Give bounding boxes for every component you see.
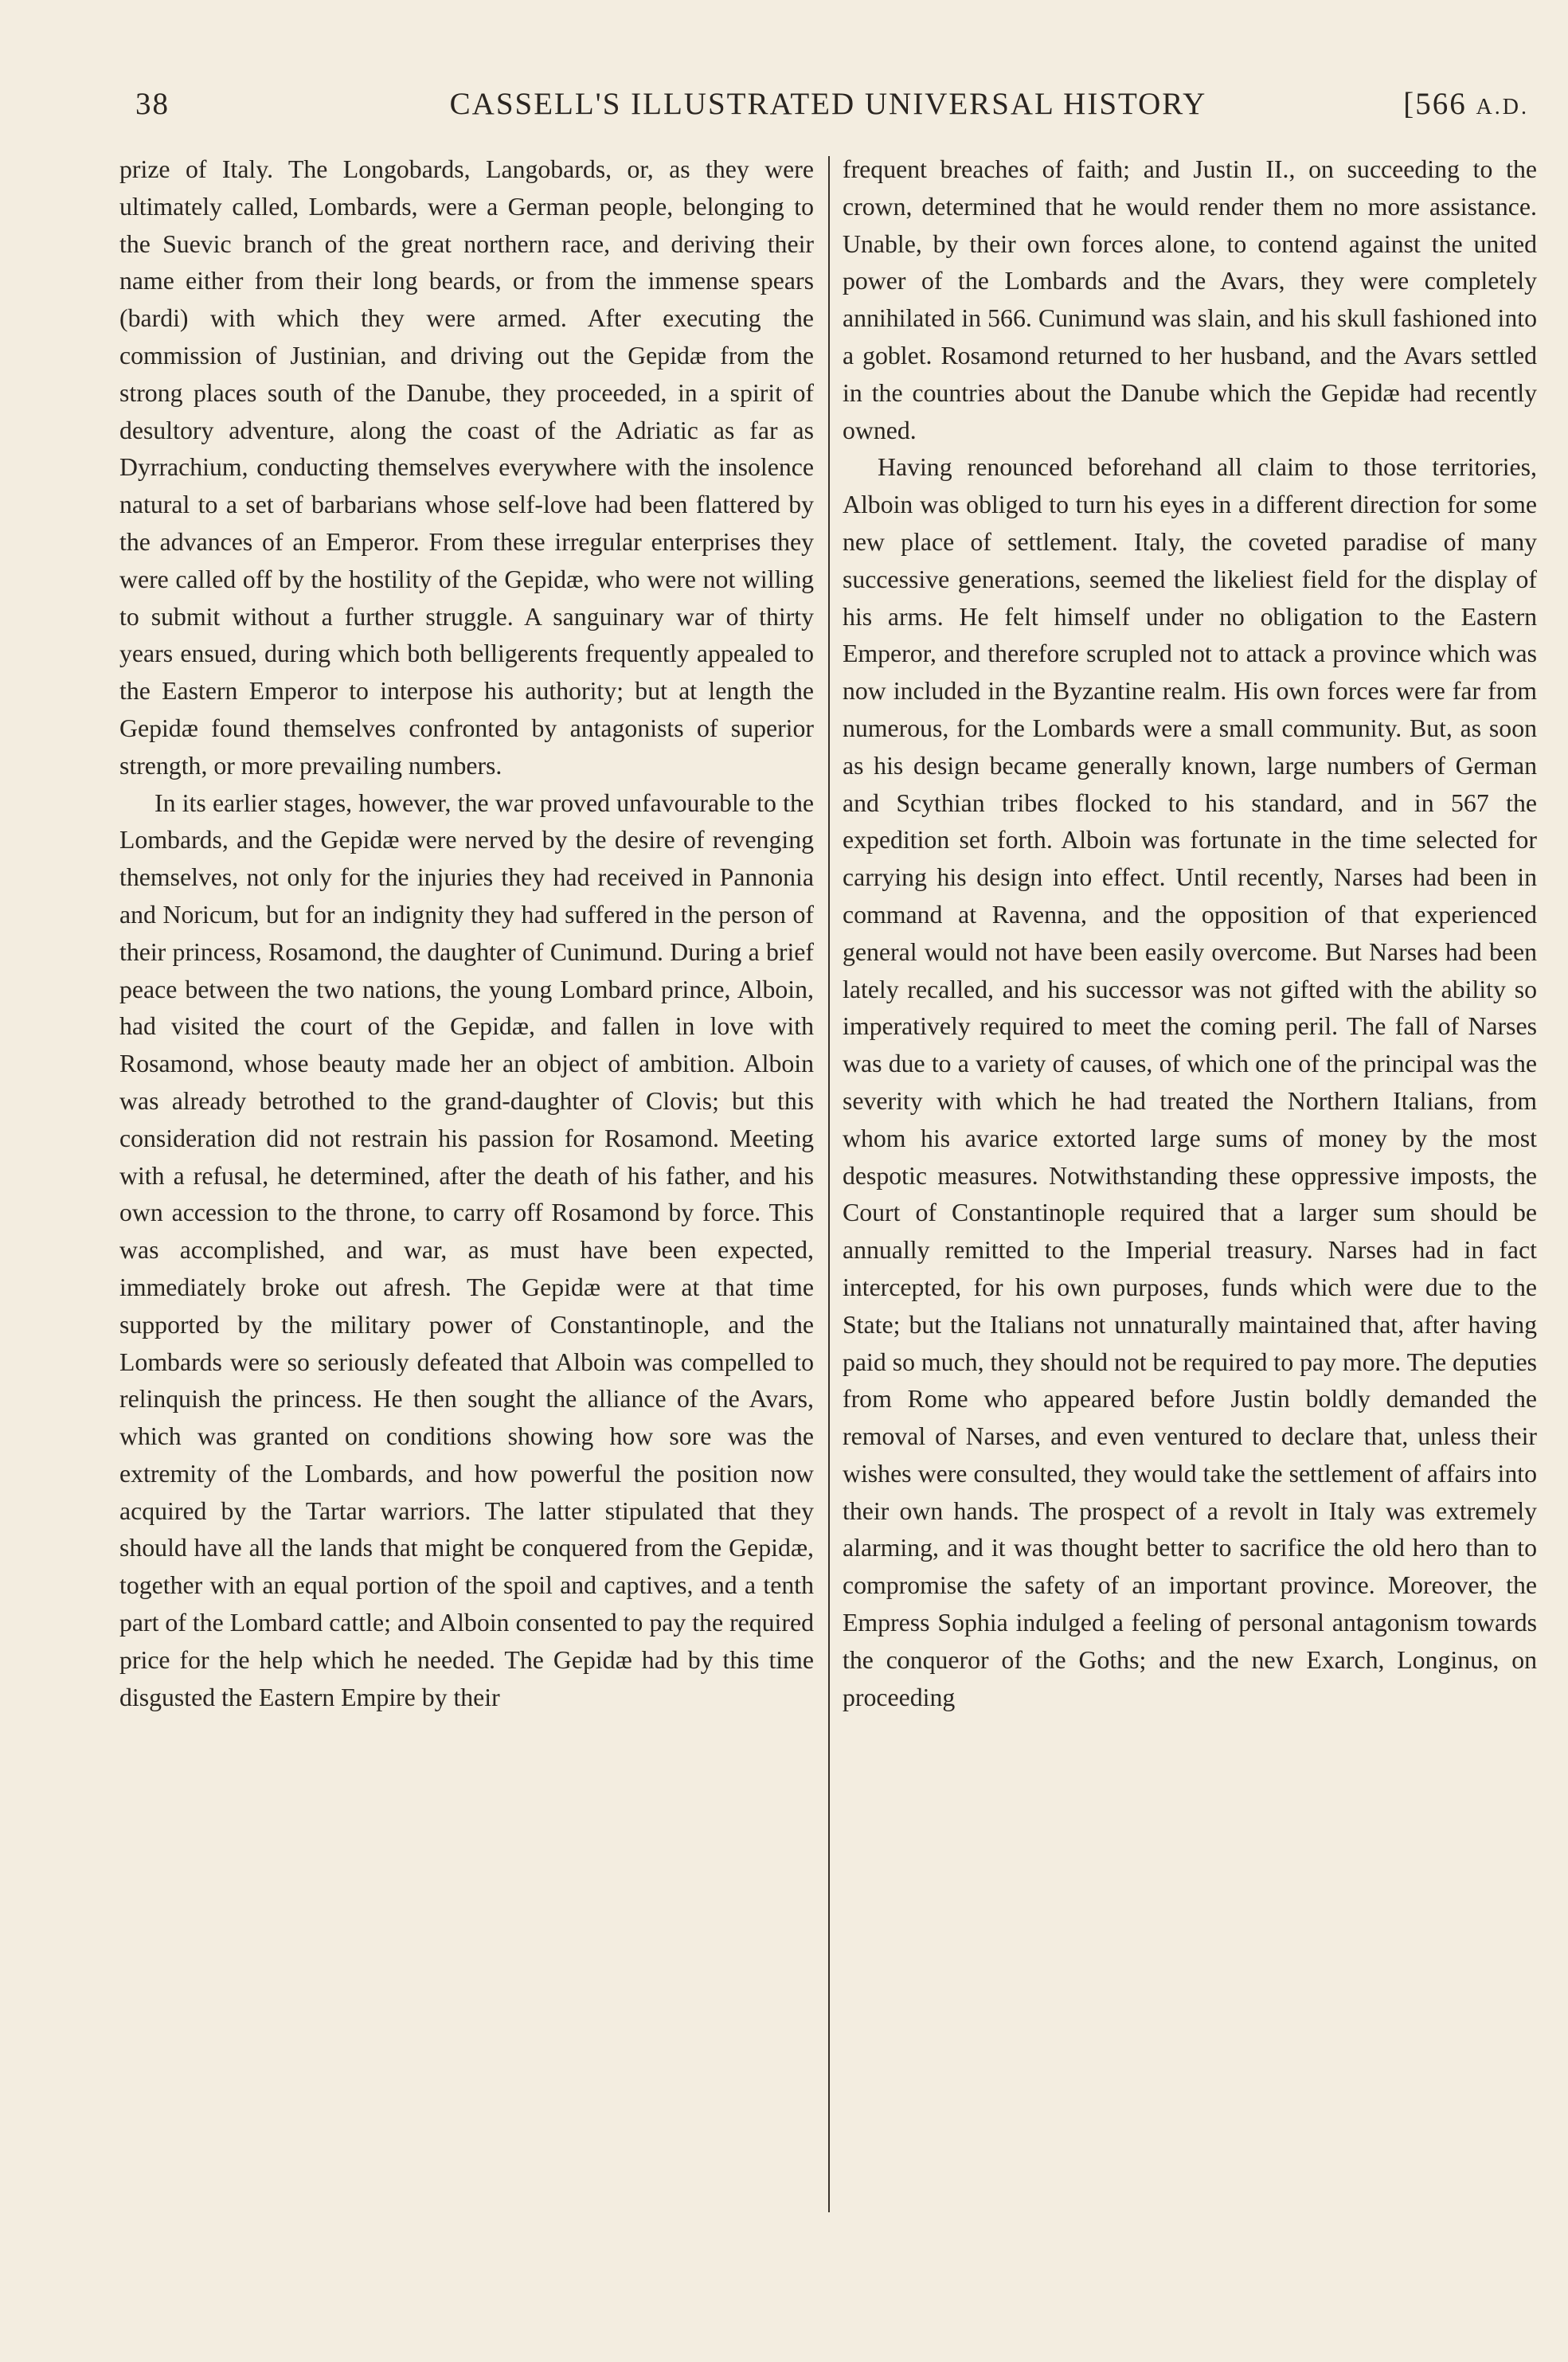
date-era: A.D.	[1476, 95, 1529, 119]
left-paragraph-1: prize of Italy. The Longobards, Langobards, or, as they were ultimately called, Lombards, were a German people, belonging to the Suevic branch of the great northern race, and deriving their name either from their long beards, or from the immense spears (bardi) with which they were armed. After executing the commission of Justinian, and driving out the Gepidæ from the strong places south of the Danube, they proceeded, in a spirit of desultory adventure, along the coast of the Adriatic as far as Dyrrachium, conducting themselves everywhere with the insolence natural to a set of barbarians whose self-love had been flattered by the advances of an Emperor. From these irregular enterprises they were called off by the hostility of the Gepidæ, who were not willing to submit without a further struggle. A sanguinary war of thirty years ensued, during which both belligerents frequently appealed to the Eastern Emperor to interpose his authority; but at length the Gepidæ found themselves confronted by antagonists of superior strength, or more prevailing numbers.	[119, 155, 814, 780]
running-title: CASSELL'S ILLUSTRATED UNIVERSAL HISTORY	[449, 87, 1207, 121]
column-rule	[828, 156, 830, 2212]
date-marker	[1403, 86, 1529, 122]
running-header	[119, 78, 1537, 126]
left-column	[119, 151, 814, 2238]
right-paragraph-2: Having renounced beforehand all claim to those territories, Alboin was obliged to turn his eyes in a different direction for some new place of settlement. Italy, the coveted paradise of many successive generations, seemed the likeliest field for the display of his arms. He felt himself under no obligation to the Eastern Emperor, and therefore scrupled not to attack a province which was now included in the Byzantine realm. His own forces were far from numerous, for the Lombards were a small community. But, as soon as his design became generally known, large numbers of German and Scythian tribes flocked to his standard, and in 567 the expedition set forth. Alboin was fortunate in the time selected for carrying his design into effect. Until recently, Narses had been in command at Ravenna, and the opposition of that experienced general would not have been easily overcome. But Narses had been lately recalled, and his successor was not gifted with the ability so imperatively required to meet the coming peril. The fall of Narses was due to a variety of causes, of which one of the principal was the severity with which he had treated the Northern Italians, from whom his avarice extorted large sums of money by the most despotic measures. Notwithstanding these oppressive imposts, the Court of Constantinople required that a larger sum should be annually remitted to the Imperial treasury. Narses had in fact intercepted, for his own purposes, funds which were due to the State; but the Italians not unnaturally maintained that, after having paid so much, they should not be required to pay more. The deputies from Rome who appeared before Justin boldly demanded the removal of Narses, and even ventured to declare that, unless their wishes were consulted, they would take the settlement of affairs into their own hands. The prospect of a revolt in Italy was extremely alarming, and it was thought better to sacrifice the old hero than to compromise the safety of an important province. Moreover, the Empress Sophia indulged a feeling of personal antagonism towards the conqueror of the Goths; and the new Exarch, Longinus, on proceeding	[843, 453, 1537, 1711]
right-paragraph-1: frequent breaches of faith; and Justin II., on succeeding to the crown, determined that he would render them no more assistance. Unable, by their own forces alone, to contend against the united power of the Lombards and the Avars, they were completely annihilated in 566. Cunimund was slain, and his skull fashioned into a goblet. Rosamond returned to her husband, and the Avars settled in the countries about the Danube which the Gepidæ had recently owned.	[843, 155, 1537, 444]
page-number: 38	[135, 87, 170, 121]
right-column	[843, 151, 1537, 2238]
left-paragraph-2: In its earlier stages, however, the war proved unfavourable to the Lombards, and the Gepidæ were nerved by the desire of revenging themselves, not only for the injuries they had received in Pannonia and Noricum, but for an indignity they had suffered in the person of their princess, Rosamond, the daughter of Cunimund. During a brief peace between the two nations, the young Lombard prince, Alboin, had visited the court of the Gepidæ, and fallen in love with Rosamond, whose beauty made her an object of ambition. Alboin was already betrothed to the grand-daughter of Clovis; but this consideration did not restrain his passion for Rosamond. Meeting with a refusal, he determined, after the death of his father, and his own accession to the throne, to carry off Rosamond by force. This was accomplished, and war, as must have been expected, immediately broke out afresh. The Gepidæ were at that time supported by the military power of Constantinople, and the Lombards were so seriously defeated that Alboin was compelled to relinquish the princess. He then sought the alliance of the Avars, which was granted on conditions showing how sore was the extremity of the Lombards, and how powerful the position now acquired by the Tartar warriors. The latter stipulated that they should have all the lands that might be conquered from the Gepidæ, together with an equal portion of the spoil and captives, and a tenth part of the Lombard cattle; and Alboin consented to pay the required price for the help which he needed. The Gepidæ had by this time disgusted the Eastern Empire by their	[119, 788, 814, 1711]
date-prefix: [566	[1403, 87, 1476, 121]
